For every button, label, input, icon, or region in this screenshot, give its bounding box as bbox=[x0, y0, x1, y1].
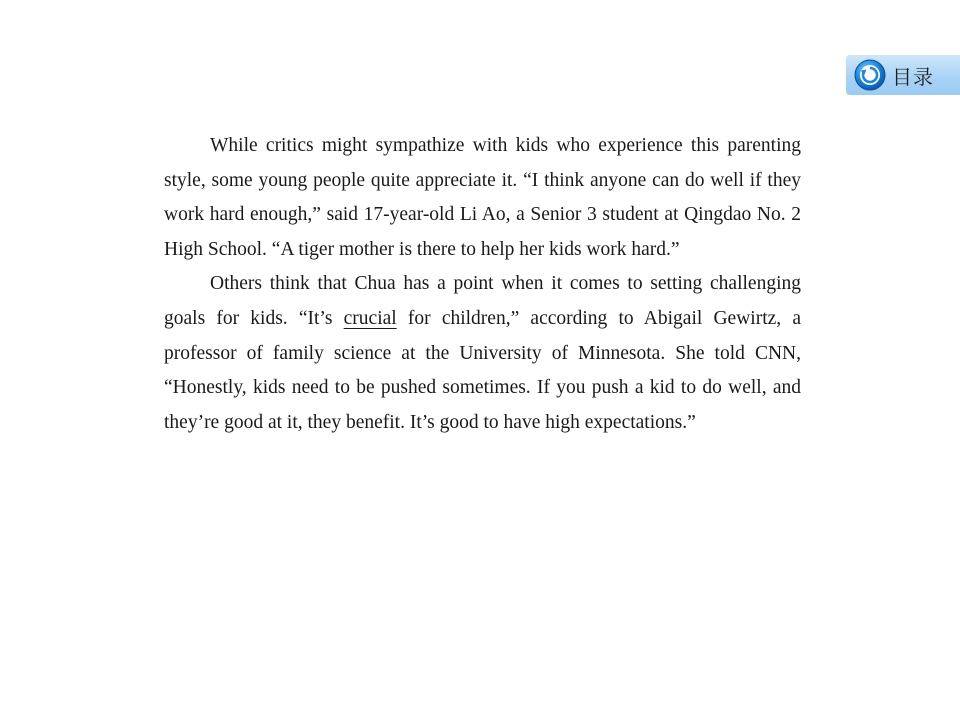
article-body bbox=[164, 129, 801, 440]
underlined-word: crucial bbox=[343, 307, 397, 329]
toc-button[interactable] bbox=[846, 55, 960, 95]
paragraph-1: While critics might sympathize with kids who experience this parenting style, some young people quite appreciate it. “I think anyone can do well if they work hard enough,” said 17-year-old Li Ao, a Senior 3 student at Qingdao No. 2 High School. “A tiger mother is there to help her kids work hard.” bbox=[164, 135, 801, 260]
paragraph-2-text-before: Others think that Chua has a point when it comes to setting challenging goals for kids. “It’s bbox=[164, 273, 801, 329]
paragraph-2 bbox=[164, 267, 801, 440]
toc-label: 目录 bbox=[892, 64, 934, 89]
paragraph-2-text-after: for children,” according to Abigail Gewirtz, a professor of family science at the University of Minnesota. She told CNN, “Honestly, kids need to be pushed sometimes. If you push a kid to do well, and they’re good at it, they benefit. It’s good to have high expectations.” bbox=[164, 307, 801, 433]
back-arrow-circle-icon bbox=[854, 59, 886, 91]
